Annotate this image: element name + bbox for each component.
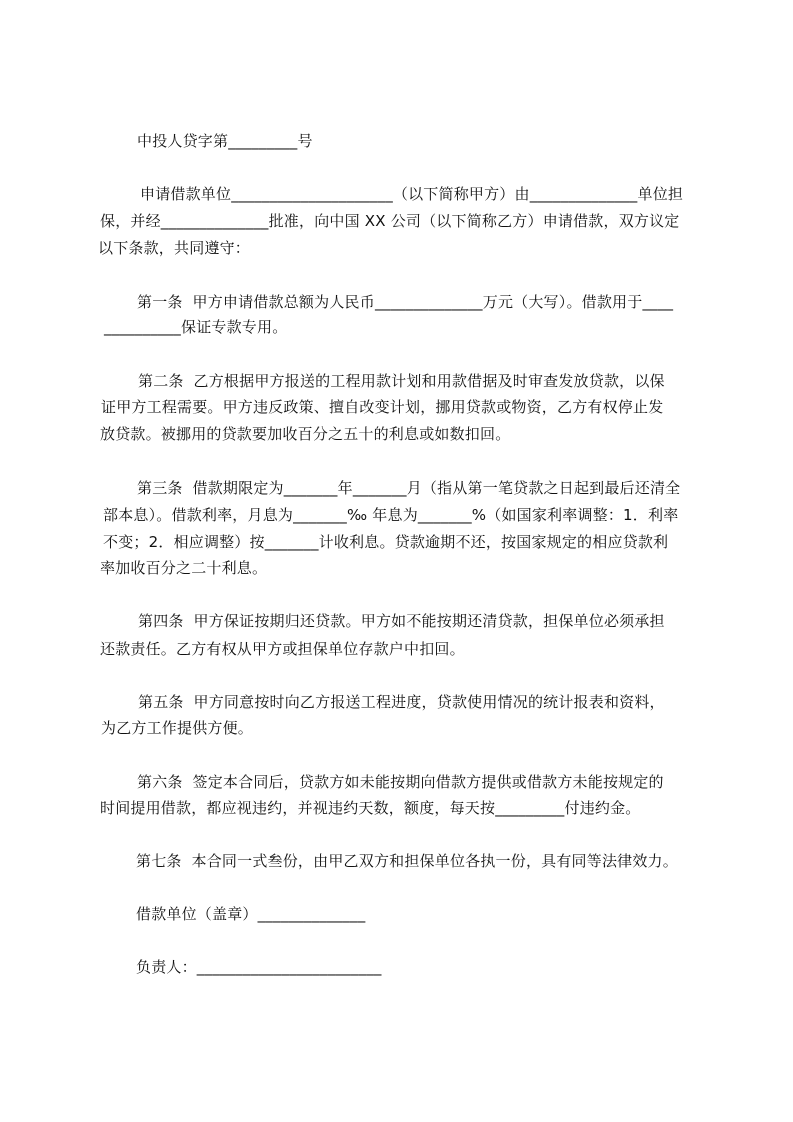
article5-line1: 第五条 甲方同意按时向乙方报送工程进度，贷款使用情况的统计报表和资料， [138,693,665,711]
article6-line1: 第六条 签定本合同后，贷款方如未能按期向借款方提供或借款方未能按规定的 [137,773,664,791]
para1-line2: 保，并经______________批准，向中国 XX 公司（以下简称乙方）申请借款，双方议定 [100,212,680,230]
article1-line1: 第一条 甲方申请借款总额为人民币______________万元（大写）。借款用于____ [137,293,674,311]
para1-line3: 以下条款，共同遵守： [98,239,251,257]
responsible-person: 负责人：________________________ [136,958,382,976]
contract-number: 中投人贷字第_________号 [137,132,313,150]
article3-line3: 不变；2．相应调整）按_______计收利息。贷款逾期不还，按国家规定的相应贷款利 [103,533,669,551]
article7-line1: 第七条 本合同一式叁份，由甲乙双方和担保单位各执一份，具有同等法律效力。 [136,852,678,870]
article2-line3: 放贷款。被挪用的贷款要加收百分之五十的利息或如数扣回。 [100,425,511,443]
article3-line2: 部本息）。借款利率，月息为_______‰ 年息为_______%（如国家利率调整：1．利率 [103,506,679,524]
article3-line4: 率加收百分之二十利息。 [100,559,268,577]
article2-line2: 证甲方工程需要。甲方违反政策、擅自改变计划，挪用贷款或物资，乙方有权停止发 [101,398,664,416]
para1-line1: 申请借款单位_____________________（以下简称甲方）由______________单位担 [140,185,684,203]
borrower-seal: 借款单位（盖章）______________ [136,905,366,923]
article1-line2: __________保证专款专用。 [104,318,288,336]
article4-line1: 第四条 甲方保证按期归还贷款。甲方如不能按期还清贷款，担保单位必须承担 [138,612,665,630]
article5-line2: 为乙方工作提供方便。 [101,719,254,737]
article3-line1: 第三条 借款期限定为_______年_______月（指从第一笔贷款之日起到最后还清全 [137,479,681,497]
article4-line2: 还款责任。乙方有权从甲方或担保单位存款户中扣回。 [100,640,465,658]
article6-line2: 时间提用借款，都应视违约，并视违约天数，额度，每天按_________付违约金。 [100,799,641,817]
article2-line1: 第二条 乙方根据甲方报送的工程用款计划和用款借据及时审查发放贷款，以保 [138,372,665,390]
